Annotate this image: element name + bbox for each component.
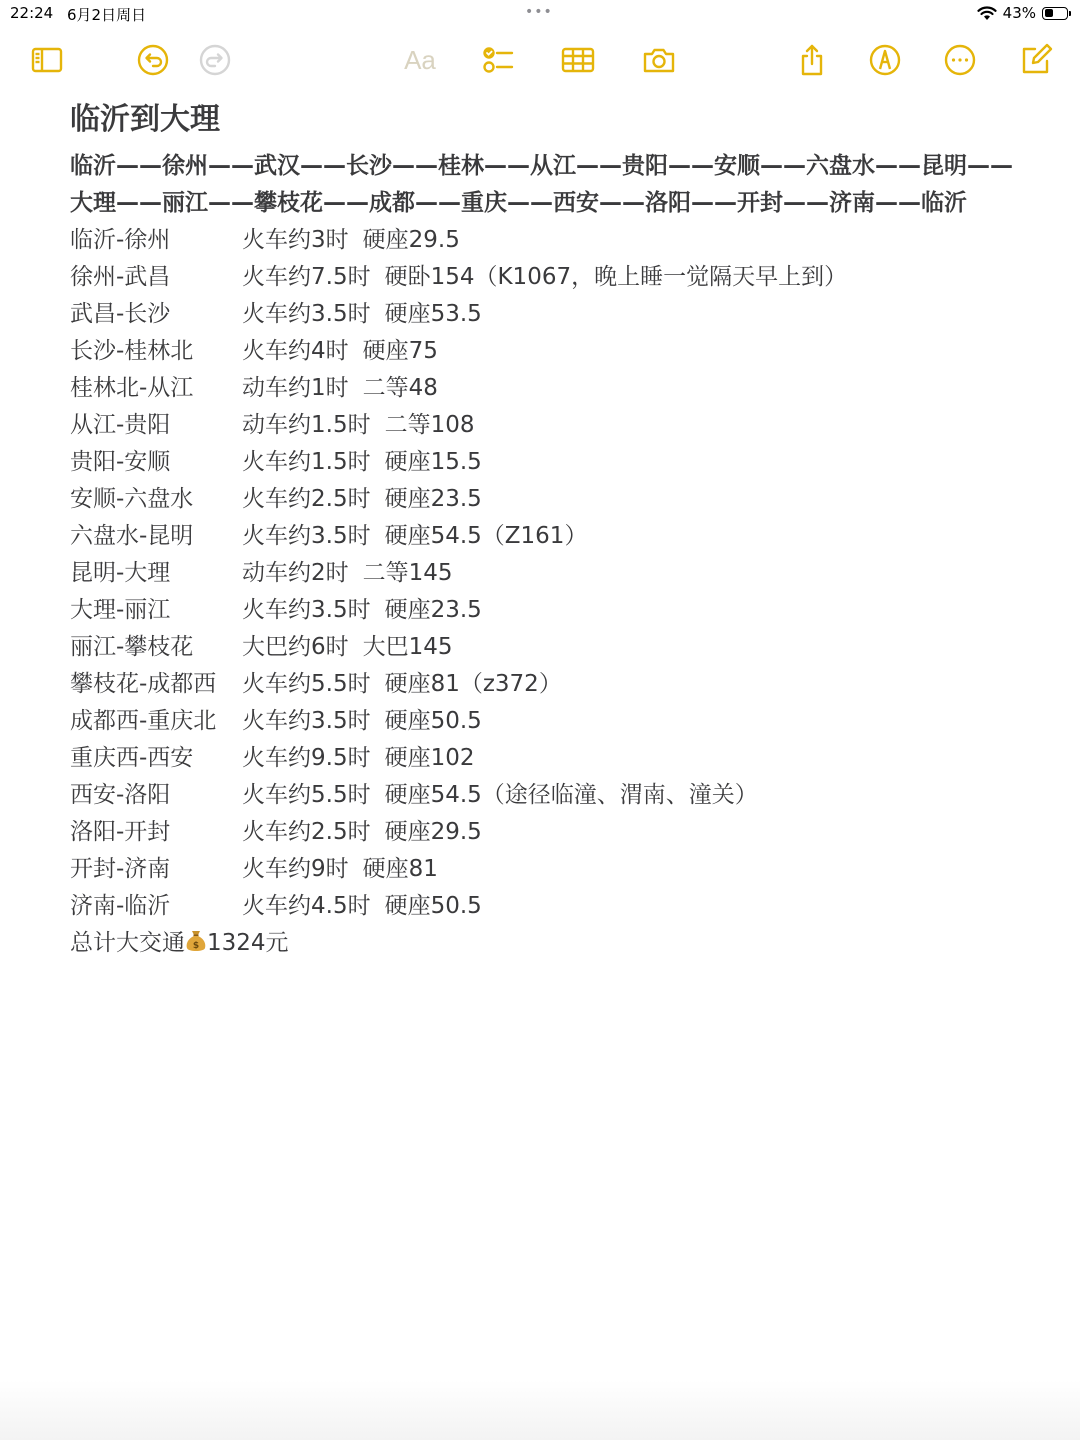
- leg-row[interactable]: [70, 629, 1020, 666]
- leg-transport: 大巴约6时: [242, 634, 349, 660]
- leg-ticket: 硬座15.5: [384, 449, 482, 475]
- leg-row[interactable]: [70, 592, 1020, 629]
- status-date: 6月2日周日: [67, 6, 147, 24]
- leg-row[interactable]: [70, 370, 1020, 407]
- markup-button[interactable]: [865, 40, 905, 80]
- leg-row[interactable]: [70, 851, 1020, 888]
- leg-row[interactable]: [70, 518, 1020, 555]
- camera-icon: [642, 43, 676, 77]
- battery-level: [1045, 9, 1054, 17]
- leg-transport: 动车约1时: [242, 375, 349, 401]
- svg-text:$: $: [192, 941, 200, 951]
- redo-icon: [198, 43, 232, 77]
- battery-icon: [1042, 7, 1068, 20]
- wifi-icon: [977, 6, 997, 21]
- leg-ticket: 二等145: [362, 560, 453, 586]
- leg-segment: 安顺-六盘水: [70, 486, 194, 512]
- notes-toolbar: [0, 40, 1080, 84]
- sidebar-icon: [30, 43, 64, 77]
- leg-ticket: 硬座54.5（途径临潼、渭南、潼关）: [384, 782, 758, 808]
- leg-row[interactable]: [70, 703, 1020, 740]
- leg-transport: 火车约4.5时: [242, 893, 371, 919]
- leg-ticket: 硬座23.5: [384, 486, 482, 512]
- leg-transport: 火车约3.5时: [242, 301, 371, 327]
- leg-ticket: 硬座81（z372）: [384, 671, 562, 697]
- total-line[interactable]: [70, 925, 1020, 962]
- leg-transport: 火车约3.5时: [242, 597, 371, 623]
- leg-ticket: 硬座29.5: [384, 819, 482, 845]
- leg-row[interactable]: [70, 481, 1020, 518]
- share-icon: [795, 43, 829, 77]
- leg-segment: 武昌-长沙: [70, 301, 171, 327]
- compose-icon: [1019, 43, 1053, 77]
- multitasking-dots-icon[interactable]: •••: [525, 4, 553, 20]
- leg-ticket: 硬座50.5: [384, 893, 482, 919]
- more-button[interactable]: [940, 40, 980, 80]
- leg-row[interactable]: [70, 814, 1020, 851]
- leg-segment: 六盘水-昆明: [70, 523, 194, 549]
- more-icon: [943, 43, 977, 77]
- leg-ticket: 硬座23.5: [384, 597, 482, 623]
- leg-row[interactable]: [70, 666, 1020, 703]
- leg-segment: 徐州-武昌: [70, 264, 171, 290]
- leg-ticket: 二等108: [384, 412, 475, 438]
- leg-ticket: 硬座54.5（Z161）: [384, 523, 588, 549]
- leg-segment: 从江-贵阳: [70, 412, 171, 438]
- bottom-shadow: [0, 1380, 1080, 1440]
- leg-row[interactable]: [70, 740, 1020, 777]
- markup-pen-icon: [868, 43, 902, 77]
- total-value: 1324元: [207, 930, 289, 956]
- leg-segment: 昆明-大理: [70, 560, 171, 586]
- money-bag-icon: [185, 929, 207, 953]
- checklist-button[interactable]: [478, 40, 518, 80]
- leg-ticket: 硬座29.5: [362, 227, 460, 253]
- leg-segment: 贵阳-安顺: [70, 449, 171, 475]
- leg-row[interactable]: [70, 444, 1020, 481]
- leg-transport: 动车约2时: [242, 560, 349, 586]
- leg-segment: 西安-洛阳: [70, 782, 171, 808]
- leg-row[interactable]: [70, 555, 1020, 592]
- leg-row[interactable]: [70, 259, 1020, 296]
- status-bar: [0, 0, 1080, 30]
- leg-segment: 长沙-桂林北: [70, 338, 194, 364]
- leg-row[interactable]: [70, 296, 1020, 333]
- leg-transport: 火车约4时: [242, 338, 349, 364]
- share-button[interactable]: [792, 40, 832, 80]
- leg-ticket: 硬座75: [362, 338, 438, 364]
- leg-transport: 火车约5.5时: [242, 782, 371, 808]
- leg-row[interactable]: [70, 222, 1020, 259]
- undo-button[interactable]: [133, 40, 173, 80]
- leg-segment: 丽江-攀枝花: [70, 634, 194, 660]
- undo-icon: [136, 43, 170, 77]
- leg-transport: 火车约9时: [242, 856, 349, 882]
- battery-percent: 43%: [1002, 4, 1036, 22]
- leg-ticket: 硬座53.5: [384, 301, 482, 327]
- leg-transport: 火车约2.5时: [242, 486, 371, 512]
- leg-row[interactable]: [70, 777, 1020, 814]
- leg-ticket: 大巴145: [362, 634, 453, 660]
- route-summary[interactable]: 临沂——徐州——武汉——长沙——桂林——从江——贵阳——安顺——六盘水——昆明——大理——丽江——攀枝花——成都——重庆——西安——洛阳——开封——济南——临沂: [70, 153, 1013, 216]
- legs-list: [70, 222, 1020, 925]
- leg-segment: 桂林北-从江: [70, 375, 194, 401]
- leg-segment: 开封-济南: [70, 856, 171, 882]
- note-body[interactable]: [70, 100, 1020, 962]
- table-button[interactable]: [558, 40, 598, 80]
- leg-segment: 攀枝花-成都西: [70, 671, 217, 697]
- leg-row[interactable]: [70, 407, 1020, 444]
- sidebar-toggle-button[interactable]: [27, 40, 67, 80]
- leg-transport: 火车约9.5时: [242, 745, 371, 771]
- leg-ticket: 硬座102: [384, 745, 475, 771]
- leg-segment: 济南-临沂: [70, 893, 171, 919]
- leg-ticket: 硬卧154（K1067，晚上睡一觉隔天早上到）: [384, 264, 848, 290]
- table-icon: [561, 43, 595, 77]
- leg-transport: 火车约3时: [242, 227, 349, 253]
- leg-transport: 动车约1.5时: [242, 412, 371, 438]
- leg-ticket: 二等48: [362, 375, 438, 401]
- note-title[interactable]: 临沂到大理: [70, 102, 220, 137]
- status-time: 22:24: [10, 4, 54, 22]
- new-note-button[interactable]: [1016, 40, 1056, 80]
- leg-segment: 重庆西-西安: [70, 745, 194, 771]
- camera-button[interactable]: [639, 40, 679, 80]
- leg-segment: 大理-丽江: [70, 597, 171, 623]
- leg-ticket: 硬座50.5: [384, 708, 482, 734]
- leg-row[interactable]: [70, 888, 1020, 925]
- leg-segment: 洛阳-开封: [70, 819, 171, 845]
- leg-segment: 成都西-重庆北: [70, 708, 217, 734]
- leg-transport: 火车约5.5时: [242, 671, 371, 697]
- leg-transport: 火车约2.5时: [242, 819, 371, 845]
- redo-button[interactable]: [195, 40, 235, 80]
- leg-ticket: 硬座81: [362, 856, 438, 882]
- total-prefix: 总计大交通: [70, 930, 185, 956]
- leg-transport: 火车约7.5时: [242, 264, 371, 290]
- format-button[interactable]: [400, 40, 440, 80]
- leg-transport: 火车约3.5时: [242, 708, 371, 734]
- leg-transport: 火车约1.5时: [242, 449, 371, 475]
- status-indicators: [977, 4, 1068, 22]
- checklist-icon: [481, 43, 515, 77]
- leg-segment: 临沂-徐州: [70, 227, 171, 253]
- leg-transport: 火车约3.5时: [242, 523, 371, 549]
- leg-row[interactable]: [70, 333, 1020, 370]
- format-text-icon: Aa: [404, 44, 436, 75]
